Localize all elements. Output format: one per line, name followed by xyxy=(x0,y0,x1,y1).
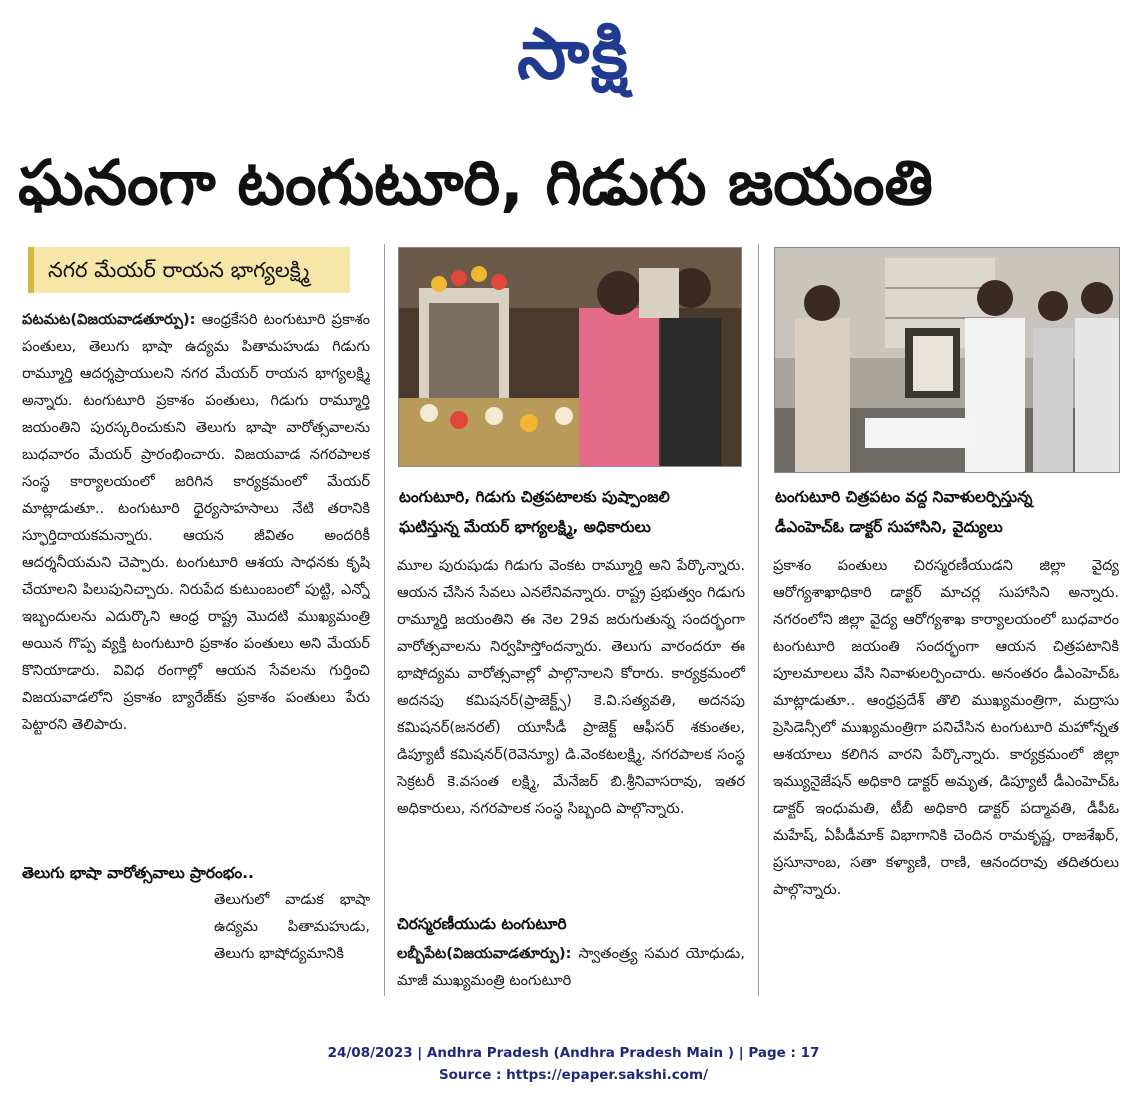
footer-edition-info: 24/08/2023 | Andhra Pradesh (Andhra Pradesh Main ) | Page : 17 xyxy=(327,1045,820,1061)
article-column-2-continued xyxy=(397,940,745,996)
section-subhead: చిరస్మరణీయుడు టంగుటూరి xyxy=(397,915,567,933)
news-photo-2 xyxy=(774,247,1120,473)
photo-mayor-tribute xyxy=(399,248,741,466)
column-divider xyxy=(758,244,759,996)
article-column-1 xyxy=(22,306,370,886)
masthead-logo: సాక్షి xyxy=(517,13,630,95)
news-photo-1 xyxy=(398,247,742,467)
caption-line: టంగుటూరి చిత్రపటం వద్ద నివాళులర్పిస్తున్న xyxy=(775,488,1033,506)
footer-source-link[interactable]: Source : https://epaper.sakshi.com/ xyxy=(438,1067,709,1083)
article-text: ఆంధ్రకేసరి టంగుటూరి ప్రకాశం పంతులు, తెలుగు భాషా ఉద్యమ పితామహుడు గిడుగు రామ్మూర్తి ఆదర్శప్రాయులని నగర మేయర్ రాయన భాగ్యలక్ష్మి అన్నారు. టంగుటూరి ప్రకాశం పంతులు, గిడుగు రామ్మూర్తి జయంతిని పురస్కరించుకుని తెలుగు భాషా వారోత్సవాలను బుధవారం మేయర్ ప్రారంభించారు. విజయవాడ నగరపాలక సంస్థ కార్యాలయంలో జరిగిన కార్యక్రమంలో మేయర్ మాట్లాడుతూ.. టంగుటూరి ధైర్యసాహసాలు నేటి తరానికి స్ఫూర్తిదాయకమన్నారు. ఆయన జీవితం అందరికీ ఆదర్శనీయమని చెప్పారు. టంగుటూరి ఆశయ సాధనకు కృషి చేయాలని పిలుపునిచ్చారు. నిరుపేద కుటుంబంలో పుట్టి, ఎన్నో ఇబ్బందులను ఎదుర్కొని ఆంధ్ర రాష్ట్ర మొదటి ముఖ్యమంత్రి అయిన గొప్ప వ్యక్తి టంగుటూరి ప్రకాశం పంతులు అని మేయర్ కొనియాడారు. వివిధ రంగాల్లో ఆయన సేవలను గుర్తించి విజయవాడలోని ప్రకాశం బ్యారేజ్‌కు ప్రకాశం పంతులు పేరు పెట్టారని తెలిపారు. xyxy=(22,311,370,733)
caption-line: టంగుటూరి, గిడుగు చిత్రపటాలకు పుష్పాంజలి xyxy=(399,488,670,506)
article-text: ప్రకాశం పంతులు చిరస్మరణీయుడని జిల్లా వైద్య ఆరోగ్యశాఖాధికారి డాక్టర్ మాచర్ల సుహాసిని అన్నారు. నగరంలోని జిల్లా వైద్య ఆరోగ్యశాఖ కార్యాలయంలో బుధవారం టంగుటూరి జయంతి సందర్భంగా ఆయన చిత్రపటానికి పూలమాలలు వేసి నివాళులర్పించారు. అనంతరం డీఎంహెచ్‌ఓ మాట్లాడుతూ.. ఆంధ్రప్రదేశ్ తొలి ముఖ్యమంత్రిగా, మద్రాసు ప్రెసిడెన్సీలో ముఖ్యమంత్రిగా పనిచేసిన టంగుటూరి మహోన్నత ఆశయాలు కలిగిన వారని పేర్కొన్నారు. కార్యక్రమంలో జిల్లా ఇమ్యునైజేషన్ అధికారి డాక్టర్ అమృత, డిప్యూటీ డీఎంహెచ్‌ఓ డాక్టర్ ఇంధుమతి, టీబీ అధికారి డాక్టర్ పద్మావతి, డీపీఓ మహేష్, ఏపీడీమాక్ విభాగానికి చెందిన రామకృష్ణ, రాజశేఖర్, ప్రసూనాంబ, సతా కళ్యాణి, రాణి, ఆనందరావు తదితరులు పాల్గొన్నారు. xyxy=(773,557,1119,898)
photo-caption-2 xyxy=(775,482,1121,544)
dateline: లబ్బీపేట(విజయవాడతూర్పు): xyxy=(397,945,572,962)
headline: ఘనంగా టంగుటూరి, గిడుగు జయంతి xyxy=(18,146,933,219)
subhead: నగర మేయర్ రాయన భాగ్యలక్ష్మి xyxy=(28,247,350,293)
column-divider xyxy=(384,244,385,996)
article-column-3 xyxy=(773,552,1119,992)
article-text: తెలుగులో వాడుక భాషా ఉద్యమ పితామహుడు, తెలుగు భాషోద్యమానికి xyxy=(214,891,370,962)
article-text: మూల పురుషుడు గిడుగు వెంకట రామ్మూర్తి అని పేర్కొన్నారు. ఆయన చేసిన సేవలు ఎనలేనివన్నారు. రాష్ట్ర ప్రభుత్వం గిడుగు రామ్మూర్తి జయంతిని ఈ నెల 29వ జరుగుతున్న సందర్భంగా వారోత్సవాలను నిర్వహిస్తోందన్నారు. తెలుగు వారందరూ ఈ భాషోద్యమ వారోత్సవాల్లో పాల్గొనాలని కోరారు. కార్యక్రమంలో అదనపు కమిషనర్(ప్రాజెక్ట్స్) కె.వి.సత్యవతి, అదనపు కమిషనర్(జనరల్) యూసీడీ ప్రాజెక్ట్ ఆఫీసర్ శకుంతల, డిప్యూటీ కమిషనర్(రెవెన్యూ) డి.వెంకటలక్ష్మి, నగరపాలక సంస్థ సెక్రటరీ కె.వసంత లక్ష్మి, మేనేజర్ బి.శ్రీనివాసరావు, ఇతర అధికారులు, నగరపాలక సంస్థ సిబ్బంది పాల్గొన్నారు. xyxy=(397,557,745,817)
photo-dmho-tribute xyxy=(775,248,1119,472)
dateline: పటమట(విజయవాడతూర్పు): xyxy=(22,311,196,328)
article-text: స్వాతంత్ర్య సమర యోధుడు, మాజీ ముఖ్యమంత్రి టంగుటూరి xyxy=(397,945,745,989)
photo-caption-1 xyxy=(399,482,745,544)
caption-line: డీఎంహెచ్‌ఓ డాక్టర్ సుహాసిని, వైద్యులు xyxy=(775,518,1003,536)
article-column-1-continued xyxy=(214,886,370,996)
caption-line: ఘటిస్తున్న మేయర్ భాగ్యలక్ష్మి, అధికారులు xyxy=(399,518,651,536)
section-subhead: తెలుగు భాషా వారోత్సవాలు ప్రారంభం.. xyxy=(22,864,254,882)
article-column-2 xyxy=(397,552,745,912)
